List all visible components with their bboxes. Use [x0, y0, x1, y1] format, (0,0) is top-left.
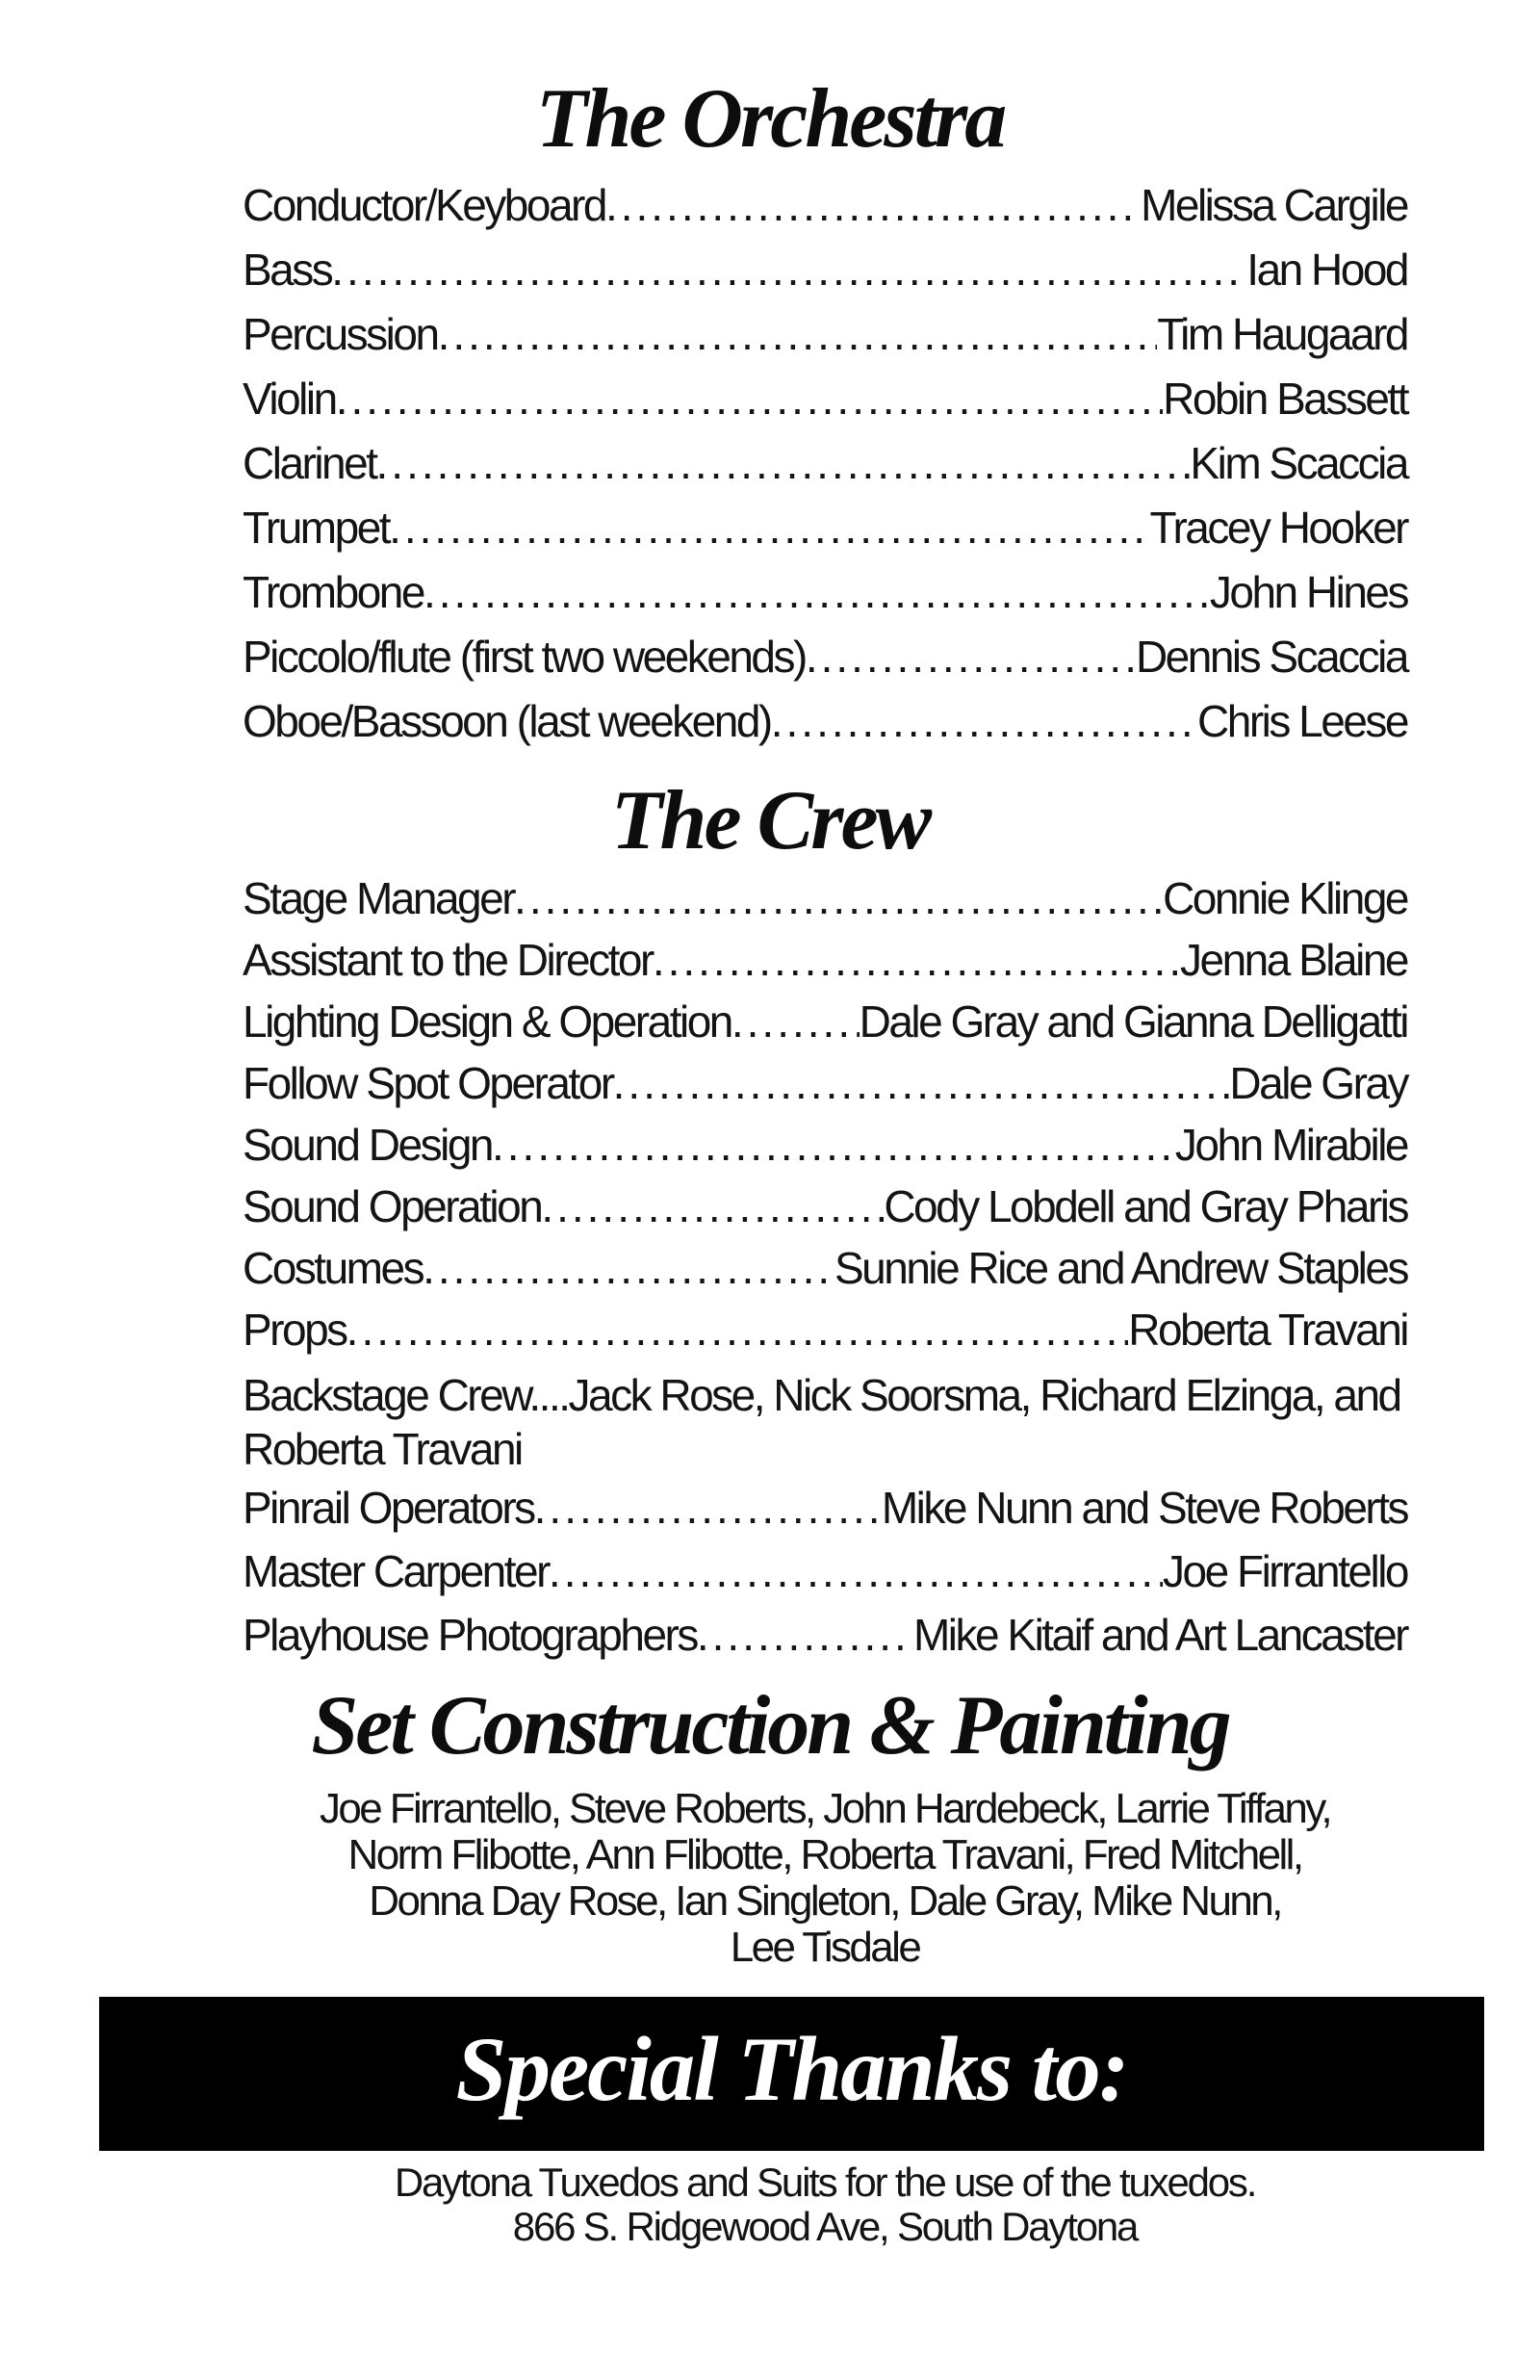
- leader-dots: [423, 1237, 834, 1299]
- credit-row: [243, 1539, 1407, 1603]
- credit-name: Robin Bassett: [1163, 374, 1407, 424]
- credit-name: Joe Firrantello: [1163, 1546, 1407, 1596]
- credit-name: Tim Haugaard: [1157, 309, 1407, 359]
- credit-row: [243, 367, 1407, 431]
- names-line: Lee Tisdale: [730, 1924, 920, 1971]
- credit-row: [243, 1176, 1407, 1237]
- leader-dots: [438, 302, 1158, 367]
- leader-dots: [697, 1603, 913, 1667]
- thanks-line: Daytona Tuxedos and Suits for the use of the tuxedos.: [394, 2160, 1256, 2205]
- credit-row: [243, 431, 1407, 496]
- credit-name: Mike Nunn and Steve Roberts: [881, 1483, 1407, 1533]
- credit-name: Kim Scaccia: [1190, 438, 1407, 488]
- leader-dots: [732, 991, 860, 1052]
- leader-dots: [541, 1176, 884, 1237]
- credit-name: Ian Hood: [1246, 245, 1407, 295]
- credit-role: Trombone: [243, 567, 424, 617]
- credit-name: John Mirabile: [1174, 1120, 1407, 1170]
- credit-row: [243, 1476, 1407, 1539]
- credit-role: Playhouse Photographers: [243, 1610, 697, 1660]
- credit-role: Master Carpenter: [243, 1546, 549, 1596]
- credit-name: Chris Leese: [1197, 696, 1407, 746]
- names-line: Norm Flibotte, Ann Flibotte, Roberta Travani, Fred Mitchell,: [347, 1831, 1302, 1878]
- leader-dots: [771, 689, 1197, 754]
- credit-role: Oboe/Bassoon (last weekend): [243, 696, 771, 746]
- backstage-line-1: Backstage Crew....Jack Rose, Nick Soorsma, Richard Elzinga, and: [243, 1370, 1400, 1420]
- leader-dots: [605, 173, 1141, 238]
- leader-dots: [331, 238, 1246, 302]
- credit-row: [243, 1237, 1407, 1299]
- set-construction-title: Set Construction & Painting: [311, 1679, 1229, 1772]
- credit-role: Stage Manager: [243, 873, 515, 923]
- credit-role: Sound Operation: [243, 1181, 542, 1231]
- credit-role: Bass: [243, 245, 332, 295]
- leader-dots: [336, 367, 1163, 431]
- leader-dots: [389, 496, 1149, 560]
- credit-row: [243, 1299, 1407, 1360]
- credit-name: Roberta Travani: [1128, 1305, 1407, 1355]
- credit-name: Mike Kitaif and Art Lancaster: [912, 1610, 1407, 1660]
- credit-row: [243, 1052, 1407, 1114]
- credit-name: Sunnie Rice and Andrew Staples: [834, 1243, 1407, 1293]
- orchestra-title: The Orchestra: [535, 72, 1005, 166]
- credit-role: Clarinet: [243, 438, 376, 488]
- credit-role: Conductor/Keyboard: [243, 180, 605, 230]
- set-construction-names: [243, 1786, 1407, 1971]
- names-line: Donna Day Rose, Ian Singleton, Dale Gray, Mike Nunn,: [369, 1877, 1281, 1925]
- special-thanks-title: Special Thanks to:: [455, 2018, 1128, 2120]
- credit-role: Percussion: [243, 309, 438, 359]
- crew-title: The Crew: [610, 774, 930, 867]
- credit-role: Costumes: [243, 1243, 424, 1293]
- leader-dots: [534, 1476, 882, 1539]
- credit-name: Jenna Blaine: [1180, 935, 1407, 985]
- leader-dots: [549, 1539, 1163, 1603]
- backstage-line-2: Roberta Travani: [243, 1424, 522, 1474]
- credit-role: Lighting Design & Operation: [243, 996, 732, 1047]
- credit-name: Dale Gray and Gianna Delligatti: [859, 996, 1407, 1047]
- leader-dots: [613, 1052, 1230, 1114]
- leader-dots: [492, 1114, 1175, 1176]
- leader-dots: [653, 929, 1180, 991]
- credit-row: [243, 991, 1407, 1052]
- orchestra-list: [243, 173, 1407, 754]
- credit-row: [243, 173, 1407, 238]
- credit-role: Assistant to the Director: [243, 935, 653, 985]
- credit-role: Trumpet: [243, 503, 390, 553]
- thanks-line: 866 S. Ridgewood Ave, South Daytona: [512, 2204, 1138, 2249]
- credit-row: [243, 867, 1407, 929]
- credit-role: Sound Design: [243, 1120, 492, 1170]
- credit-row: [243, 238, 1407, 302]
- credit-name: Tracey Hooker: [1149, 503, 1407, 553]
- leader-dots: [806, 625, 1136, 689]
- credit-name: Cody Lobdell and Gray Pharis: [884, 1181, 1407, 1231]
- credit-row: [243, 496, 1407, 560]
- special-thanks-details: [243, 2160, 1407, 2249]
- credit-row: [243, 302, 1407, 367]
- leader-dots: [514, 867, 1163, 929]
- credit-row: [243, 625, 1407, 689]
- credit-role: Props: [243, 1305, 346, 1355]
- credit-name: Dennis Scaccia: [1135, 632, 1407, 682]
- credit-role: Piccolo/flute (first two weekends): [243, 632, 806, 682]
- credit-role: Pinrail Operators: [243, 1483, 534, 1533]
- credit-row: [243, 1114, 1407, 1176]
- leader-dots: [424, 560, 1210, 625]
- credit-row: [243, 560, 1407, 625]
- crew-list: [243, 867, 1407, 1667]
- credit-row: [243, 689, 1407, 754]
- credit-row: [243, 929, 1407, 991]
- names-line: Joe Firrantello, Steve Roberts, John Hardebeck, Larrie Tiffany,: [319, 1785, 1331, 1832]
- special-thanks-banner: [99, 1997, 1484, 2151]
- leader-dots: [376, 431, 1191, 496]
- credit-role: Follow Spot Operator: [243, 1058, 613, 1108]
- leader-dots: [346, 1299, 1129, 1360]
- credit-row: [243, 1603, 1407, 1667]
- credit-name: John Hines: [1209, 567, 1407, 617]
- credit-name: Melissa Cargile: [1141, 180, 1407, 230]
- backstage-crew-block: [243, 1368, 1407, 1476]
- credit-name: Connie Klinge: [1163, 873, 1407, 923]
- credit-name: Dale Gray: [1229, 1058, 1407, 1108]
- credit-role: Violin: [243, 374, 336, 424]
